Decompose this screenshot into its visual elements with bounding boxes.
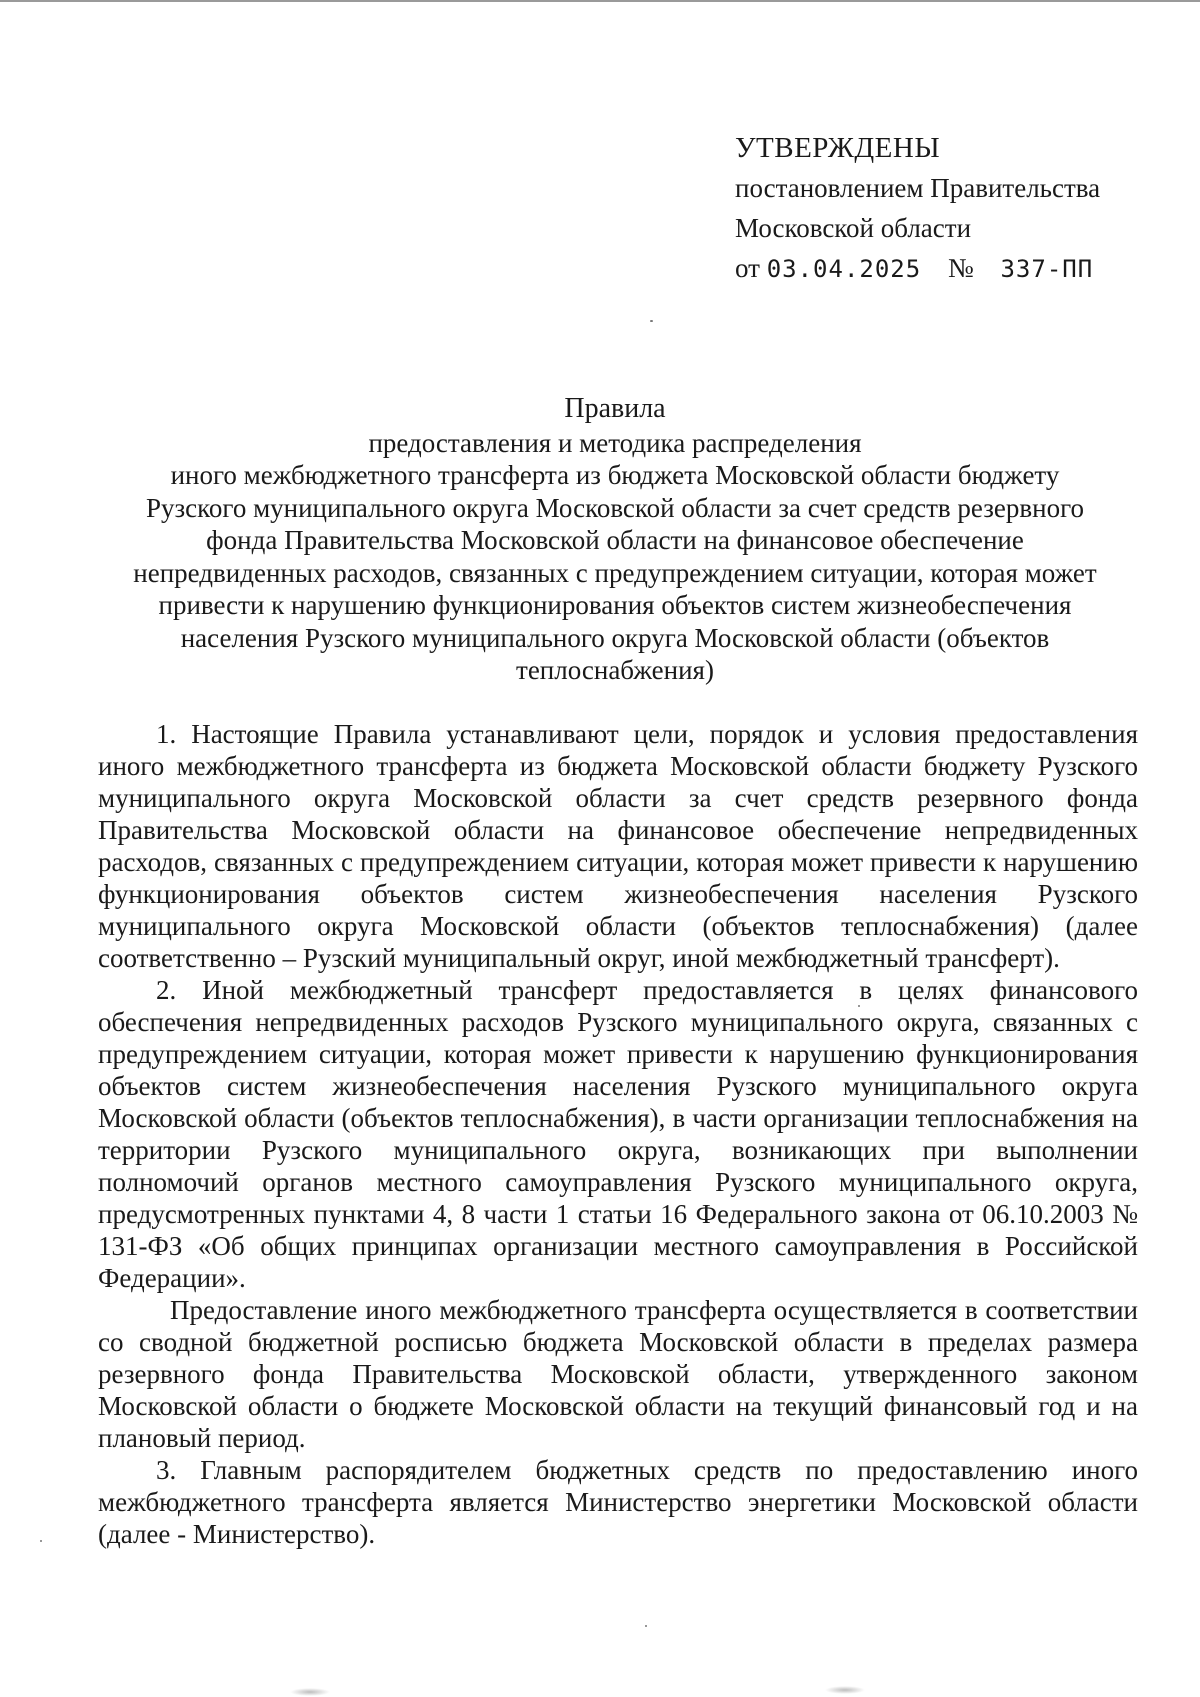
paragraph-2: 2. Иной межбюджетный трансферт предоставляется в целях финансового обеспечения непредвиденных расходов Рузского муниципального округа, связанных с предупреждением ситуации, которая может привести к нарушению функционирования объектов систем жизнеобеспечения населения Рузского муниципального округа Московской области (объектов теплоснабжения), в части организации теплоснабжения на территории Рузского муниципального округа, возникающих при выполнении полномочий органов местного самоуправления Рузского муниципального округа, предусмотренных пунктами 4, 8 части 1 статьи 16 Федерального закона от 06.10.2003 № 131-ФЗ «Об общих принципах организации местного самоуправления в Российской Федерации».: [98, 975, 1138, 1293]
title-line-2: предоставления и методика распределения: [368, 427, 862, 458]
approval-number: 337-ПП: [1000, 255, 1094, 283]
title-line-1: Правила: [564, 393, 666, 424]
title-line-7: привести к нарушению функционирования объектов систем жизнеобеспечения: [158, 590, 1072, 620]
scan-speck: [650, 320, 653, 322]
paragraph-3: 3. Главным распорядителем бюджетных средств по предоставлению иного межбюджетного трансферта является Министерство энергетики Московской области (далее - Министерство).: [98, 1455, 1138, 1549]
approval-resolution-line: постановлением Правительства: [735, 173, 1101, 203]
approval-date: 03.04.2025: [766, 255, 922, 283]
approval-date-prefix: от: [735, 253, 760, 283]
title-line-3: иного межбюджетного трансферта из бюджета Московской области бюджету: [170, 460, 1060, 490]
scan-smudge: [825, 1686, 865, 1694]
paragraph-1: 1. Настоящие Правила устанавливают цели, порядок и условия предоставления иного межбюджетного трансферта из бюджета Московской области бюджету Рузского муниципального округа Московской области за счет средств резервного фонда Правительства Московской области на финансовое обеспечение непредвиденных расходов, связанных с предупреждением ситуации, которая может привести к нарушению функционирования объектов систем жизнеобеспечения населения Рузского муниципального округа Московской области (объектов теплоснабжения) (далее соответственно – Рузский муниципальный округ, иной межбюджетный трансферт).: [98, 719, 1138, 973]
approval-date-line: [735, 248, 1100, 289]
scan-speck: [40, 1540, 42, 1542]
title-line-9: теплоснабжения): [516, 655, 714, 685]
approval-heading: УТВЕРЖДЕНЫ: [735, 132, 941, 164]
paragraph-2-continued: Предоставление иного межбюджетного трансферта осуществляется в соответствии со сводной бюджетной росписью бюджета Московской области в пределах размера резервного фонда Правительства Московской области, утвержденного законом Московской области о бюджете Московской области на текущий финансовый год и на плановый период.: [98, 1295, 1138, 1453]
approval-number-sign: №: [947, 253, 974, 283]
title-line-5: фонда Правительства Московской области на финансовое обеспечение: [206, 525, 1024, 555]
approval-stamp-block: [735, 128, 1100, 289]
scan-top-edge: [0, 0, 1200, 2]
document-body: [98, 718, 1138, 1550]
scan-speck: [858, 1005, 860, 1007]
document-title: [90, 393, 1140, 687]
title-line-6: непредвиденных расходов, связанных с предупреждением ситуации, которая может: [133, 557, 1097, 588]
scan-smudge: [290, 1688, 330, 1696]
scan-speck: [645, 1625, 647, 1627]
title-line-8: населения Рузского муниципального округа Московской области (объектов: [180, 622, 1050, 653]
title-line-4: Рузского муниципального округа Московской области за счет средств резервного: [146, 492, 1084, 523]
approval-region-line: Московской области: [735, 213, 972, 243]
